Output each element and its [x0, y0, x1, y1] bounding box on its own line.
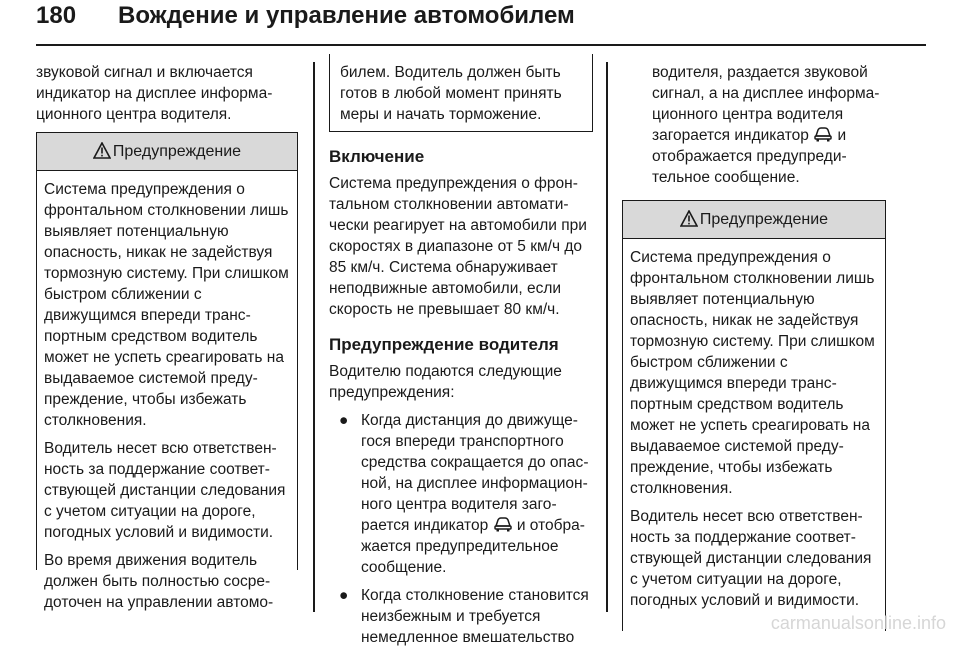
- warning-title: [623, 201, 885, 239]
- warning-title: [37, 133, 297, 171]
- warning-paragraph: Во время движения водитель должен быть полностью сосредоточен на управлении автомо-: [44, 552, 274, 611]
- forward-collision-car-icon: [493, 516, 513, 532]
- warning-paragraph: Водитель несет всю ответственность за поддержание соответствующей дистанции следования с учетом ситуации на дороге, погодных условий и видимости.: [44, 440, 286, 541]
- bullet-icon: ●: [339, 587, 349, 604]
- list-item: [329, 410, 593, 578]
- column-divider: [606, 62, 608, 612]
- warning-paragraph: Система предупреждения о фронтальном столкновении лишь выявляет потенциальную опасность, никак не задействуя тормозную систему. При слишком быстром сближении с движущимся впереди транспортным средством водитель может не успеть среагировать на выдаваемое системой предупреждение, чтобы избежать столкновения.: [630, 249, 875, 497]
- activation-text: Система предупреждения о фронтальном столкновении автоматически реагирует на автомобили при скоростях в диапазоне от 5 км/ч до 85 км/ч. Система обнаруживает неподвижные автомобили, если скорость не превышает 80 км/ч.: [329, 175, 587, 318]
- driver-warning-text: Водителю подаются следующие предупреждения:: [329, 363, 562, 401]
- list-item-text: Когда дистанция до движущегося впереди транспортного средства сокращается до опасной, на дисплее информационного центра водителя загорается индикатор: [361, 412, 589, 534]
- heading-activation: Включение: [329, 147, 425, 166]
- intro-text: [622, 62, 886, 188]
- warning-triangle-icon: [680, 210, 698, 227]
- column-1: [36, 62, 298, 611]
- header-rule: [36, 44, 926, 46]
- column-2: [329, 62, 593, 655]
- warning-box-continued: [329, 54, 593, 132]
- intro-text: звуковой сигнал и включается индикатор на дисплее информационного центра водителя.: [36, 64, 273, 123]
- column-divider: [313, 62, 315, 612]
- warning-box: [622, 200, 886, 631]
- warning-paragraph: Система предупреждения о фронтальном столкновении лишь выявляет потенциальную опасность, никак не задействуя тормозную систему. При слишком быстром сближении с движущимся впереди транспортным средством водитель может не успеть среагировать на выдаваемое системой предупреждение, чтобы избежать столкновения.: [44, 181, 289, 429]
- page-title: Вождение и управление автомобилем: [118, 2, 575, 29]
- intro-text-part: и отображается предупредительное сообщение.: [652, 127, 847, 186]
- bullet-icon: ●: [339, 412, 349, 429]
- list-item: [329, 585, 593, 648]
- warning-triangle-icon: [93, 142, 111, 159]
- heading-driver-warning: Предупреждение водителя: [329, 335, 559, 354]
- warning-list: [329, 410, 593, 648]
- column-3: [622, 62, 886, 631]
- warning-body: [623, 239, 885, 622]
- watermark: carmanualsonline.info: [770, 613, 946, 633]
- warning-title-text: Предупреждение: [699, 211, 829, 228]
- page-header: [36, 2, 926, 46]
- list-item-text: и отображается предупредительное сообщение.: [361, 517, 585, 576]
- list-item-text: Когда столкновение становится неизбежным и требуется немедленное вмешательство: [361, 587, 589, 646]
- warning-title-text: Предупреждение: [112, 143, 242, 160]
- forward-collision-car-icon: [813, 126, 833, 142]
- warning-body: [37, 171, 297, 624]
- warning-paragraph: Водитель несет всю ответственность за поддержание соответствующей дистанции следования с учетом ситуации на дороге, погодных условий и видимости.: [630, 508, 872, 609]
- warning-paragraph: билем. Водитель должен быть готов в любой момент принять меры и начать торможение.: [340, 64, 562, 123]
- intro-text-part: водителя, раздается звуковой сигнал, а на дисплее информационного центра водителя загорается индикатор: [652, 64, 880, 144]
- page-number: 180: [36, 2, 77, 29]
- warning-box: [36, 132, 298, 611]
